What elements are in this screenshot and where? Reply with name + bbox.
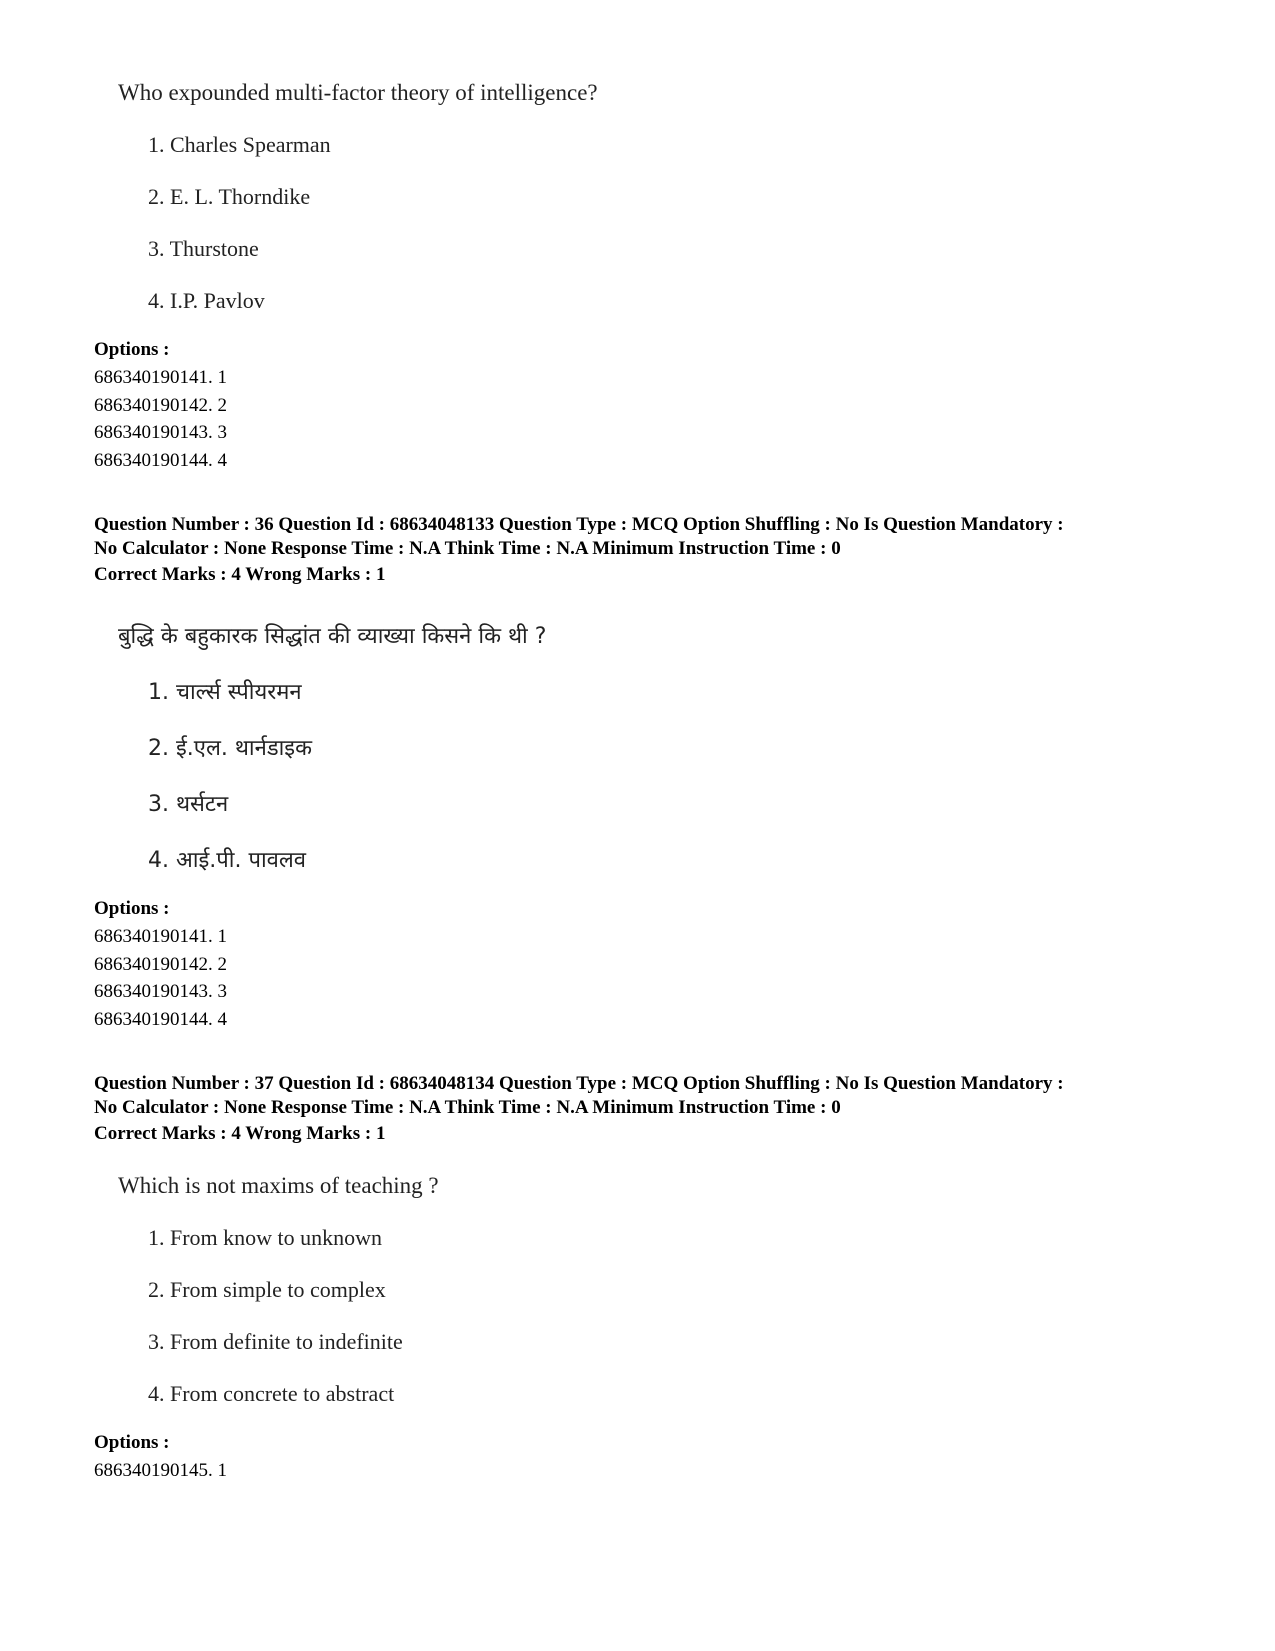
choice-item: 1. From know to unknown	[148, 1225, 383, 1250]
option-id-line: 686340190141. 1	[94, 926, 227, 947]
choice-item: 4. From concrete to abstract	[148, 1381, 395, 1406]
question-meta-line: No Calculator : None Response Time : N.A Think Time : N.A Minimum Instruction Time : 0	[94, 538, 841, 559]
choice-item: 4. I.P. Pavlov	[148, 288, 265, 313]
option-id-line: 686340190142. 2	[94, 395, 227, 416]
option-id-line: 686340190144. 4	[94, 1009, 227, 1030]
choice-item: 2. ई.एल. थार्नडाइक	[148, 736, 312, 761]
option-id-line: 686340190141. 1	[94, 367, 227, 388]
options-label: Options :	[94, 1432, 170, 1453]
choice-item: 4. आई.पी. पावलव	[148, 848, 307, 873]
question-text: Who expounded multi-factor theory of intelligence?	[118, 80, 598, 105]
question-meta-line: Question Number : 36 Question Id : 68634048133 Question Type : MCQ Option Shuffling : No Is Question Mandatory :	[94, 514, 1064, 535]
question-meta-line: No Calculator : None Response Time : N.A Think Time : N.A Minimum Instruction Time : 0	[94, 1097, 841, 1118]
choice-item: 2. E. L. Thorndike	[148, 184, 311, 209]
choice-item: 3. Thurstone	[148, 236, 259, 261]
option-id-line: 686340190143. 3	[94, 981, 227, 1002]
choice-item: 3. थर्सटन	[148, 792, 229, 817]
question-meta	[94, 513, 1214, 561]
marks-line: Correct Marks : 4 Wrong Marks : 1	[94, 1123, 386, 1144]
question-meta	[94, 1072, 1214, 1120]
question-meta-line: Question Number : 37 Question Id : 68634048134 Question Type : MCQ Option Shuffling : No Is Question Mandatory :	[94, 1073, 1064, 1094]
options-label: Options :	[94, 898, 170, 919]
option-id-line: 686340190143. 3	[94, 422, 227, 443]
question-text: Which is not maxims of teaching ?	[118, 1173, 439, 1198]
choice-item: 2. From simple to complex	[148, 1277, 386, 1302]
option-id-line: 686340190145. 1	[94, 1460, 227, 1481]
question-text: बुद्धि के बहुकारक सिद्धांत की व्याख्या किसने कि थी ?	[118, 624, 547, 649]
options-label: Options :	[94, 339, 170, 360]
option-id-line: 686340190142. 2	[94, 954, 227, 975]
choice-item: 3. From definite to indefinite	[148, 1329, 403, 1354]
choice-item: 1. चार्ल्स स्पीयरमन	[148, 680, 302, 705]
option-id-line: 686340190144. 4	[94, 450, 227, 471]
choice-item: 1. Charles Spearman	[148, 132, 331, 157]
marks-line: Correct Marks : 4 Wrong Marks : 1	[94, 564, 386, 585]
